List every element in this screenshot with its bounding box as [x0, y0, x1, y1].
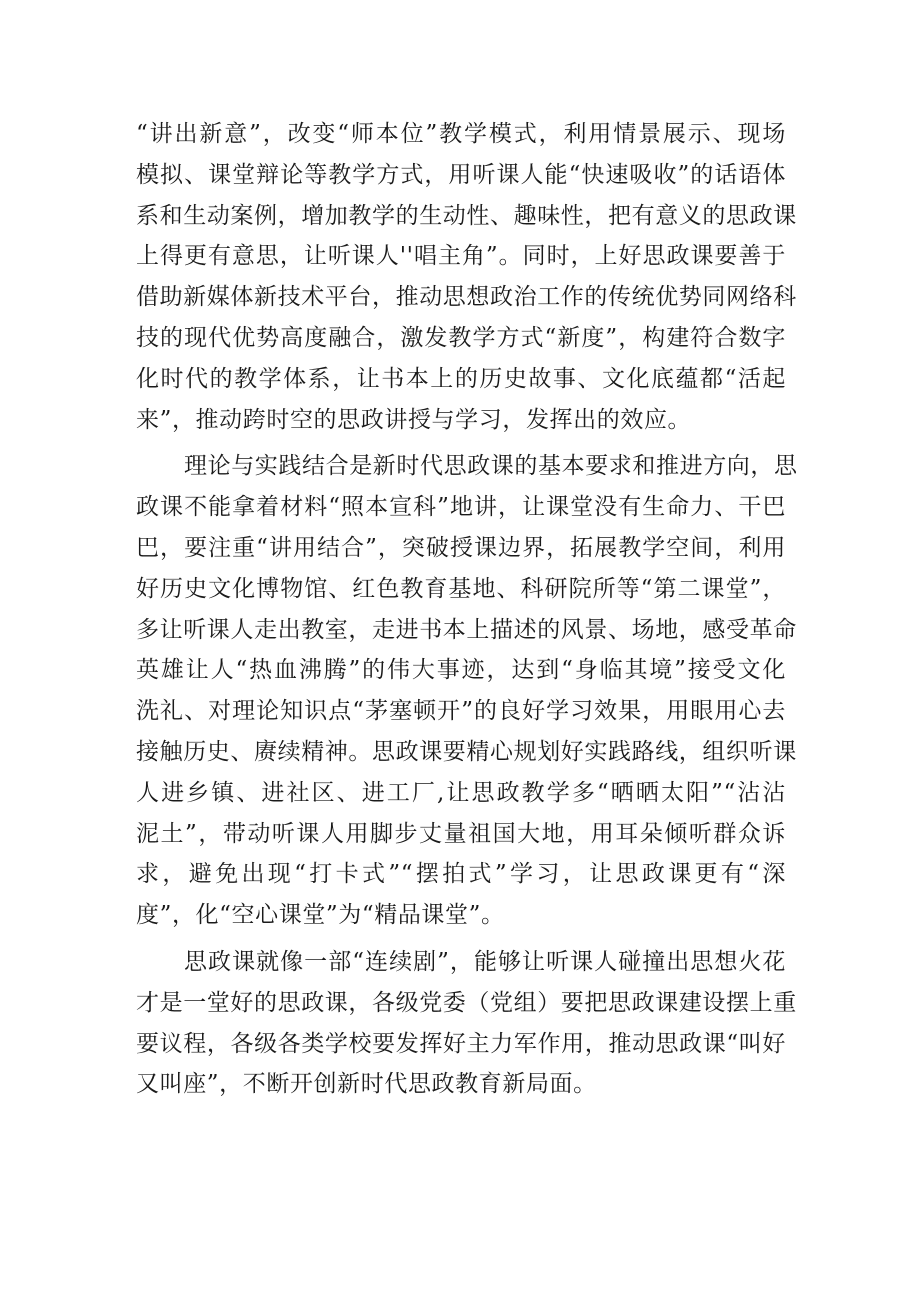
document-body — [136, 114, 798, 1105]
text-line: 泥土”，带动听课人用脚步丈量祖国大地，用耳朵倾听群众诉 — [136, 820, 786, 847]
paragraph-2 — [136, 446, 798, 936]
text-line: 思政课就像一部“连续剧”，能够让听课人碰撞出思想火花 — [184, 948, 786, 975]
text-line: “讲出新意”，改变“师本位”教学模式，利用情景展示、现场 — [136, 121, 786, 147]
text-line: 洗礼、对理论知识点“茅塞顿开”的良好学习效果，用眼用心去 — [136, 698, 786, 725]
paragraph-3 — [136, 942, 797, 1105]
text-line: 系和生动案例，增加教学的生动性、趣味性，把有意义的思政课 — [136, 202, 797, 229]
text-line: 度”，化“空心课堂”为“精品课堂”。 — [136, 902, 505, 929]
text-line: 借助新媒体新技术平台，推动思想政治工作的传统优势同网络科 — [136, 284, 797, 311]
text-line: 化时代的教学体系，让书本上的历史故事、文化底蕴都“活起 — [136, 365, 786, 392]
text-line: 理论与实践结合是新时代思政课的基本要求和推进方向，思 — [184, 453, 798, 480]
text-line: 好历史文化博物馆、红色教育基地、科研院所等“第二课堂”， — [136, 575, 786, 602]
text-line: 来”，推动跨时空的思政讲授与学习，发挥出的效应。 — [136, 406, 692, 433]
text-line: 上得更有意思，让听课人''唱主角”。同时，上好思政课要善于 — [136, 243, 786, 270]
text-line: 模拟、课堂辩论等教学方式，用听课人能“快速吸收”的话语体 — [136, 161, 786, 188]
text-line: 接触历史、赓续精神。思政课要精心规划好实践路线，组织听课 — [136, 738, 797, 765]
text-line: 巴，要注重“讲用结合”，突破授课边界，拓展教学空间，利用 — [136, 534, 786, 561]
paragraph-1 — [136, 114, 797, 440]
text-line: 要议程，各级各类学校要发挥好主力军作用，推动思政课“叫好 — [136, 1030, 786, 1057]
text-line: 人进乡镇、进社区、进工厂,让思政教学多“晒晒太阳”“沾沾 — [136, 779, 786, 806]
text-line: 才是一堂好的思政课，各级党委（党组）要把思政课建设摆上重 — [136, 989, 797, 1016]
text-line: 求，避免出现“打卡式”“摆拍式”学习，让思政课更有“深 — [136, 861, 786, 888]
text-line: 又叫座”，不断开创新时代思政教育新局面。 — [136, 1071, 597, 1098]
text-line: 技的现代优势高度融合，激发教学方式“新度”，构建符合数字 — [136, 324, 786, 351]
text-line: 多让听课人走出教室，走进书本上描述的风景、场地，感受革命 — [136, 616, 797, 643]
text-line: 英雄让人“热血沸腾”的伟大事迹，达到“身临其境”接受文化 — [136, 657, 786, 684]
text-line: 政课不能拿着材料“照本宣科”地讲，让课堂没有生命力、干巴 — [136, 494, 786, 521]
